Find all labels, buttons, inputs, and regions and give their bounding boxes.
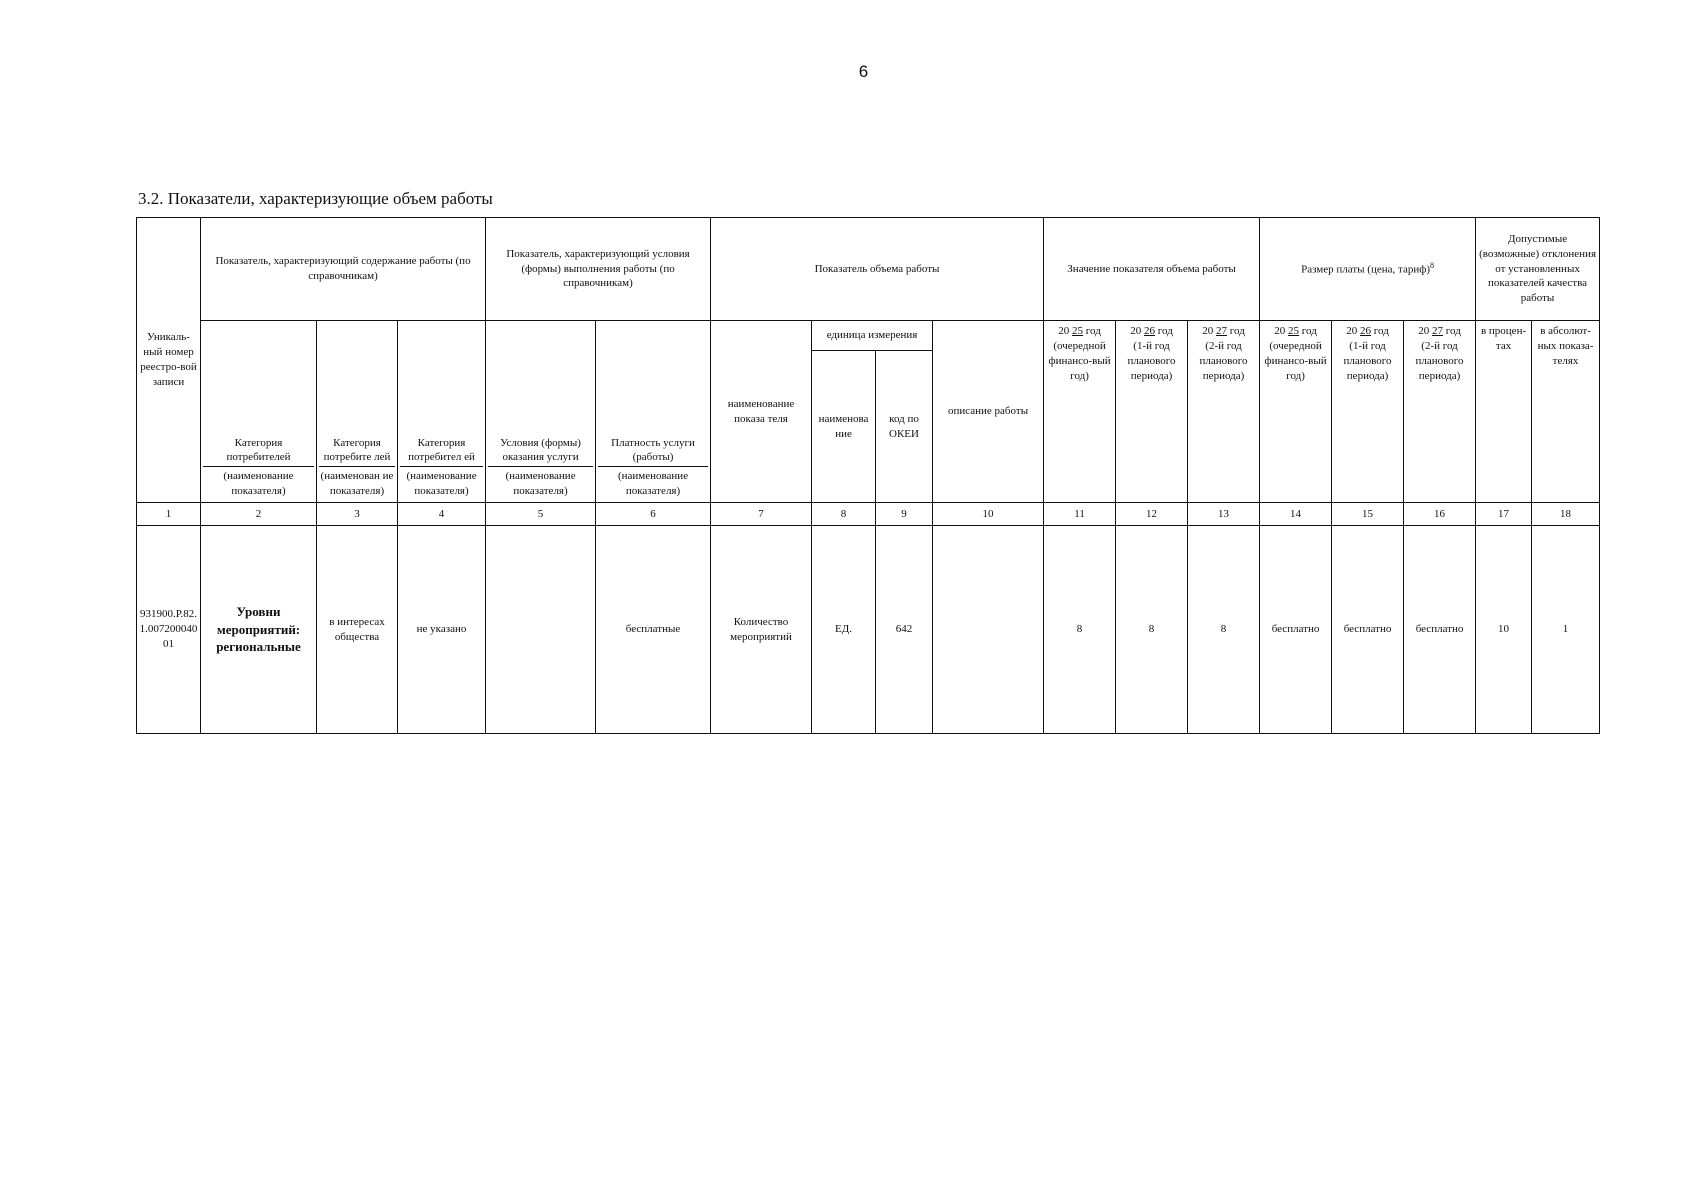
col-number: 17 [1476,503,1532,526]
col-number: 11 [1044,503,1116,526]
header-col-17: в процен-тах [1476,321,1532,503]
category-3: не указано [398,526,486,734]
col-number: 18 [1532,503,1600,526]
column-number-row [137,503,1600,526]
header-content-group: Показатель, характеризующий содержание работы (по справочникам) [201,218,486,321]
header-col-14: 20 25 год (очередной финансо-вый год) [1260,321,1332,503]
col-number: 16 [1404,503,1476,526]
header-fee-group: Размер платы (цена, тариф)$^8$ [1260,218,1476,321]
paid-value: бесплатные [596,526,711,734]
work-description [933,526,1044,734]
section-title: 3.2. Показатели, характеризующие объем работы [138,189,493,208]
header-col-9: код по ОКЕИ [876,351,933,503]
header-col-8: наименова ние [812,351,876,503]
header-unique-number: Уникаль-ный номер реестро-вой записи [137,218,201,503]
col-number: 6 [596,503,711,526]
page-number: 6 [858,62,869,81]
col-number: 8 [812,503,876,526]
fee-2027: бесплатно [1404,526,1476,734]
col-number: 2 [201,503,317,526]
header-col-6: Платность услуги (работы) (наименование показателя) [596,321,711,503]
header-col-12: 20 26 год (1-й год планового периода) [1116,321,1188,503]
col-number: 14 [1260,503,1332,526]
header-col-13: 20 27 год (2-й год планового периода) [1188,321,1260,503]
header-row-sub [137,321,1600,351]
header-volume-group: Показатель объема работы [711,218,1044,321]
col-number: 7 [711,503,812,526]
category-1: Уровни мероприятий: региональные [201,526,317,734]
header-col-3: Категория потребите лей (наименован ие показателя) [317,321,398,503]
header-unit-group: единица измерения [812,321,933,351]
fee-2025: бесплатно [1260,526,1332,734]
header-col-2: Категория потребителей (наименование показателя) [201,321,317,503]
col-number: 13 [1188,503,1260,526]
category-2: в интересах общества [317,526,398,734]
header-col-18: в абсолют-ных показа-телях [1532,321,1600,503]
header-deviation-group: Допустимые (возможные) отклонения от установленных показателей качества работы [1476,218,1600,321]
header-col-5: Условия (формы) оказания услуги (наименование показателя) [486,321,596,503]
header-value-group: Значение показателя объема работы [1044,218,1260,321]
header-col-15: 20 26 год (1-й год планового периода) [1332,321,1404,503]
col-number: 10 [933,503,1044,526]
col-number: 3 [317,503,398,526]
col-number: 1 [137,503,201,526]
value-2026: 8 [1116,526,1188,734]
col-number: 9 [876,503,933,526]
table-row [137,526,1600,734]
value-2025: 8 [1044,526,1116,734]
header-row-groups [137,218,1600,321]
header-col-16: 20 27 год (2-й год планового периода) [1404,321,1476,503]
unit-name: ЕД. [812,526,876,734]
work-volume-table [136,217,1600,734]
col-number: 15 [1332,503,1404,526]
deviation-percent: 10 [1476,526,1532,734]
header-col-7: наименование показа теля [711,321,812,503]
header-conditions-group: Показатель, характеризующий условия (формы) выполнения работы (по справочникам) [486,218,711,321]
col-number: 5 [486,503,596,526]
conditions-value [486,526,596,734]
indicator-name: Количество мероприятий [711,526,812,734]
header-col-10: описание работы [933,321,1044,503]
registry-number: 931900.Р.82.1.00720004001 [137,526,201,734]
fee-2026: бесплатно [1332,526,1404,734]
header-col-11: 20 25 год (очередной финансо-вый год) [1044,321,1116,503]
deviation-absolute: 1 [1532,526,1600,734]
value-2027: 8 [1188,526,1260,734]
okei-code: 642 [876,526,933,734]
header-col-4: Категория потребител ей (наименование показателя) [398,321,486,503]
col-number: 4 [398,503,486,526]
col-number: 12 [1116,503,1188,526]
